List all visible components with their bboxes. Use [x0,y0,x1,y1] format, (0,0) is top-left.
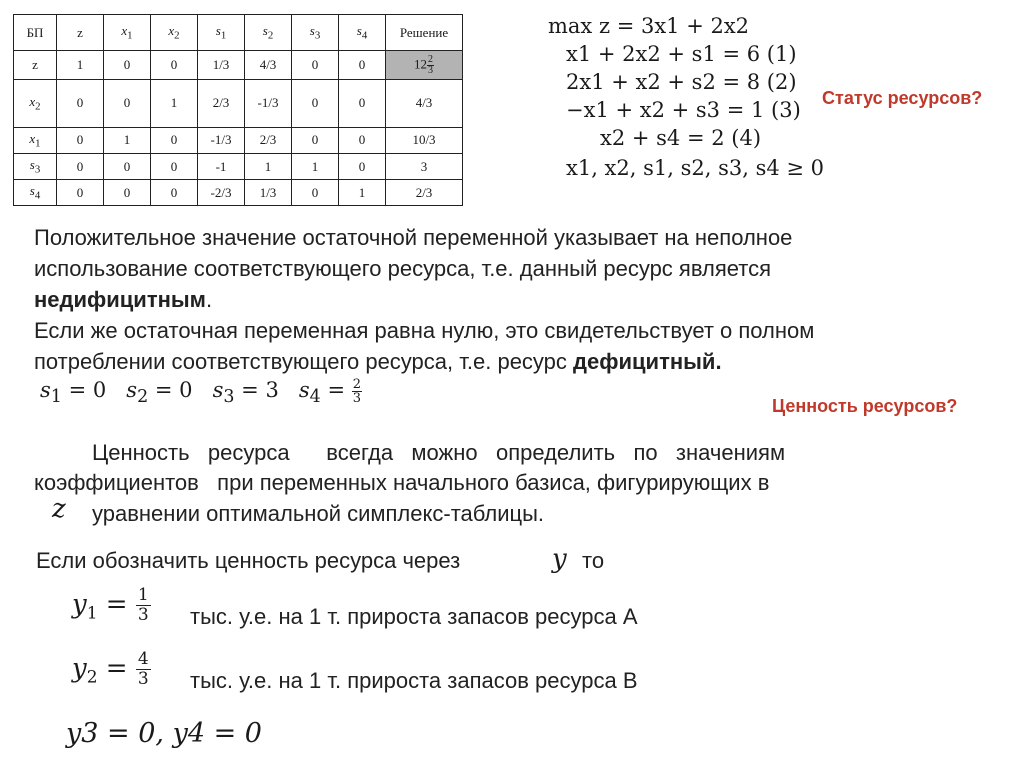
cell: 1 [339,180,386,206]
bold-term: недифицитным [34,287,206,312]
constraint-2: 2x1 + x2 + s2 = 8 (2) [566,70,797,94]
y2-description: тыс. у.е. на 1 т. прироста запасов ресурса В [190,668,638,693]
cell: 0 [104,154,151,180]
basis-cell: $s_3$ [14,154,57,180]
text-line: Положительное значение остаточной переменной указывает на неполное [34,225,793,250]
fraction-den: 3 [137,605,149,625]
fraction-den: 3 [352,391,361,406]
text-line: использование соответствующего ресурса, т.е. данный ресурс является [34,256,772,281]
cell: 0 [57,154,104,180]
cell: 1 [104,127,151,154]
fraction-num: 1 [137,585,149,605]
cell: 0 [339,51,386,80]
y2-fraction [136,650,151,689]
cell: 1 [151,80,198,127]
header-solution: Решение [386,15,463,51]
text-fragment: потреблении соответствующего ресурса, т.е. ресурс [34,349,567,374]
text-line [34,284,994,315]
text-line: Ценность ресурса всегда можно определить по значениям [92,440,786,465]
text-line [34,346,994,377]
basis-cell: z [14,51,57,80]
table-row [14,127,463,154]
cell: 0 [104,180,151,206]
text-line: то [582,548,605,573]
text-line: Если же остаточная переменная равна нулю, это свидетельствует о полном [34,318,815,343]
cell: 0 [339,80,386,127]
cell: 0 [151,154,198,180]
constraint-1: x1 + 2x2 + s1 = 6 (1) [566,42,797,66]
cell: -1/3 [245,80,292,127]
cell: 0 [104,51,151,80]
paragraph-slack-explanation [34,222,994,377]
objective-function: max z = 3x1 + 2x2 [548,14,750,38]
solution-cell: 3 [386,154,463,180]
header-s3: $s_3$ [292,15,339,51]
cell: 2/3 [198,80,245,127]
s1-value: 0 [92,378,107,402]
fraction-num: 2 [352,377,361,392]
solution-cell: 10/3 [386,127,463,154]
basis-cell: $x_2$ [14,80,57,127]
cell: 0 [292,127,339,154]
cell: 0 [292,180,339,206]
header-x2: $x_2$ [151,15,198,51]
cell: 1/3 [198,51,245,80]
cell: 1/3 [245,180,292,206]
table-row [14,80,463,127]
cell: 0 [339,154,386,180]
cell: 0 [339,127,386,154]
table-header-row [14,15,463,51]
status-question: Статус ресурсов? [822,88,983,108]
cell: 4/3 [245,51,292,80]
solution-cell-highlighted [386,51,463,80]
slack-values: $s_1 = 0$ $s_2 = 0$ $s_3 = 3$ $s_4$ = $\frac{2}{3}$ [40,377,361,408]
fraction-num: 2 [428,53,433,65]
y1-description: тыс. у.е. на 1 т. прироста запасов ресурса А [190,604,638,629]
cell: 1 [292,154,339,180]
z-symbol: z [52,494,66,524]
header-s1: $s_1$ [198,15,245,51]
fraction-den: 3 [428,64,433,76]
simplex-table [13,14,463,206]
solution-cell: 2/3 [386,180,463,206]
cell: 0 [57,180,104,206]
cell: 0 [151,51,198,80]
text-fragment: . [205,287,213,312]
solution-whole: 12 [414,56,427,72]
cell: -1 [198,154,245,180]
nonnegativity-constraint: x1, x2, s1, s2, s3, s4 ≥ 0 [566,156,825,180]
cell: 1 [245,154,292,180]
constraint-4: x2 + s4 = 2 (4) [600,126,762,150]
text-line: коэффициентов при переменных начального базиса, фигурирующих в [34,470,770,495]
table-row [14,180,463,206]
basis-cell: $s_4$ [14,180,57,206]
y2-formula: $y_2$ = $\frac{4}{3}$ [72,649,149,689]
s2-value: 0 [179,378,193,402]
cell: 0 [151,180,198,206]
solution-cell: 4/3 [386,80,463,127]
table-row [14,51,463,80]
header-bp: БП [14,15,57,51]
cell: 0 [57,127,104,154]
y-symbol: y [552,544,567,574]
header-s2: $s_2$ [245,15,292,51]
header-s4: $s_4$ [339,15,386,51]
cell: 2/3 [245,127,292,154]
cell: 0 [57,80,104,127]
cell: 0 [151,127,198,154]
header-x1: $x_1$ [104,15,151,51]
table-row [14,154,463,180]
basis-cell: $x_1$ [14,127,57,154]
s4-fraction [352,378,362,405]
cell: 0 [104,80,151,127]
value-question: Ценность ресурсов? [772,396,958,416]
cell: -2/3 [198,180,245,206]
solution-fraction [427,55,434,76]
constraint-3: −x1 + x2 + s3 = 1 (3) [566,98,801,122]
cell: 1 [57,51,104,80]
cell: 0 [292,51,339,80]
y3-y4-formula: y3 = 0, y4 = 0 [66,718,262,749]
text-line: уравнении оптимальной симплекс-таблицы. [92,501,545,526]
header-z: z [57,15,104,51]
fraction-num: 4 [137,649,149,669]
cell: -1/3 [198,127,245,154]
cell: 0 [292,80,339,127]
text-line: Если обозначить ценность ресурса через [36,548,461,573]
fraction-den: 3 [137,669,149,689]
bold-term: дефицитный. [573,349,722,374]
y1-formula: $y_1$ = $\frac{1}{3}$ [72,585,149,625]
y1-fraction [136,586,151,625]
s3-value: 3 [265,378,279,402]
